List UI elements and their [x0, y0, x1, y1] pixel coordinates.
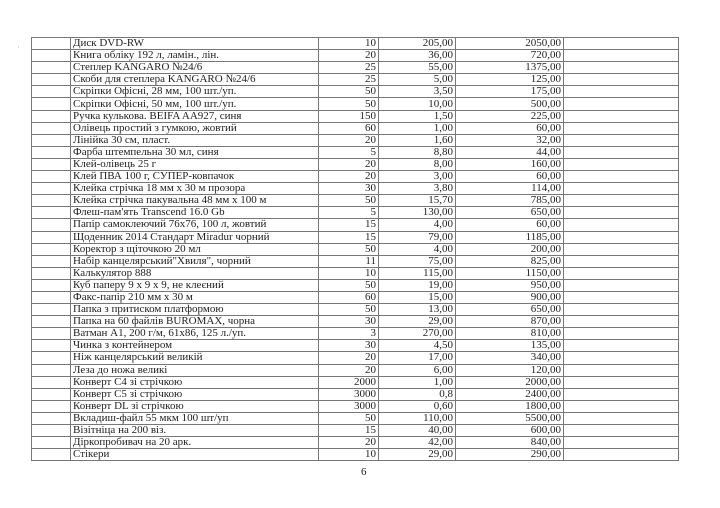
- price-cell: 1,00: [379, 376, 456, 388]
- quantity-cell: 15: [319, 425, 379, 437]
- price-cell: 42,00: [379, 437, 456, 449]
- price-cell: 205,00: [379, 38, 456, 50]
- empty-cell: [564, 316, 679, 328]
- index-cell: [32, 122, 71, 134]
- price-cell: 3,80: [379, 183, 456, 195]
- total-cell: 60,00: [456, 122, 564, 134]
- empty-cell: [564, 304, 679, 316]
- table-row: [32, 74, 679, 86]
- total-cell: 340,00: [456, 352, 564, 364]
- table-row: [32, 231, 679, 243]
- total-cell: 840,00: [456, 437, 564, 449]
- empty-cell: [564, 38, 679, 50]
- price-cell: 4,00: [379, 219, 456, 231]
- empty-cell: [564, 449, 679, 461]
- table-row: [32, 449, 679, 461]
- quantity-cell: 15: [319, 219, 379, 231]
- index-cell: [32, 38, 71, 50]
- name-cell: Ніж канцелярський великій: [71, 352, 319, 364]
- total-cell: 5500,00: [456, 412, 564, 424]
- table-row: [32, 376, 679, 388]
- total-cell: 1375,00: [456, 62, 564, 74]
- name-cell: Конверт С5 зі стрічкою: [71, 388, 319, 400]
- empty-cell: [564, 134, 679, 146]
- table-row: [32, 340, 679, 352]
- name-cell: Клейка стрічка 18 мм х 30 м прозора: [71, 183, 319, 195]
- index-cell: [32, 146, 71, 158]
- price-cell: 75,00: [379, 255, 456, 267]
- empty-cell: [564, 207, 679, 219]
- total-cell: 44,00: [456, 146, 564, 158]
- price-cell: 10,00: [379, 98, 456, 110]
- table-row: [32, 352, 679, 364]
- index-cell: [32, 110, 71, 122]
- index-cell: [32, 376, 71, 388]
- price-cell: 36,00: [379, 50, 456, 62]
- name-cell: Леза до ножа великі: [71, 364, 319, 376]
- index-cell: [32, 279, 71, 291]
- index-cell: [32, 207, 71, 219]
- name-cell: Папка з притиском платформою: [71, 304, 319, 316]
- name-cell: Диск DVD-RW: [71, 38, 319, 50]
- price-cell: 29,00: [379, 316, 456, 328]
- empty-cell: [564, 171, 679, 183]
- index-cell: [32, 388, 71, 400]
- total-cell: 135,00: [456, 340, 564, 352]
- quantity-cell: 50: [319, 243, 379, 255]
- empty-cell: [564, 412, 679, 424]
- table-row: [32, 291, 679, 303]
- name-cell: Клей-олівець 25 г: [71, 158, 319, 170]
- quantity-cell: 25: [319, 62, 379, 74]
- name-cell: Клейка стрічка пакувальна 48 мм х 100 м: [71, 195, 319, 207]
- table-row: [32, 38, 679, 50]
- index-cell: [32, 437, 71, 449]
- total-cell: 650,00: [456, 304, 564, 316]
- price-cell: 40,00: [379, 425, 456, 437]
- price-cell: 8,80: [379, 146, 456, 158]
- empty-cell: [564, 400, 679, 412]
- quantity-cell: 50: [319, 304, 379, 316]
- total-cell: 950,00: [456, 279, 564, 291]
- total-cell: 2400,00: [456, 388, 564, 400]
- name-cell: Олівець простий з гумкою, жовтий: [71, 122, 319, 134]
- empty-cell: [564, 231, 679, 243]
- index-cell: [32, 267, 71, 279]
- total-cell: 1800,00: [456, 400, 564, 412]
- table-row: [32, 412, 679, 424]
- quantity-cell: 3000: [319, 400, 379, 412]
- table-row: [32, 316, 679, 328]
- name-cell: Візітніца на 200 віз.: [71, 425, 319, 437]
- quantity-cell: 3: [319, 328, 379, 340]
- index-cell: [32, 74, 71, 86]
- price-cell: 1,00: [379, 122, 456, 134]
- quantity-cell: 25: [319, 74, 379, 86]
- index-cell: [32, 291, 71, 303]
- name-cell: Ватман А1, 200 г/м, 61х86, 125 л./уп.: [71, 328, 319, 340]
- quantity-cell: 20: [319, 171, 379, 183]
- total-cell: 290,00: [456, 449, 564, 461]
- index-cell: [32, 340, 71, 352]
- quantity-cell: 20: [319, 364, 379, 376]
- index-cell: [32, 231, 71, 243]
- empty-cell: [564, 50, 679, 62]
- price-cell: 4,50: [379, 340, 456, 352]
- empty-cell: [564, 98, 679, 110]
- table-row: [32, 219, 679, 231]
- index-cell: [32, 304, 71, 316]
- index-cell: [32, 316, 71, 328]
- quantity-cell: 2000: [319, 376, 379, 388]
- price-cell: 1,50: [379, 110, 456, 122]
- table-row: [32, 86, 679, 98]
- total-cell: 2050,00: [456, 38, 564, 50]
- name-cell: Папка на 60 файлів BUROMAX, чорна: [71, 316, 319, 328]
- scan-speck: ·: [17, 42, 20, 52]
- total-cell: 650,00: [456, 207, 564, 219]
- price-cell: 270,00: [379, 328, 456, 340]
- total-cell: 60,00: [456, 219, 564, 231]
- total-cell: 125,00: [456, 74, 564, 86]
- total-cell: 870,00: [456, 316, 564, 328]
- name-cell: Папір самоклеючий 76х76, 100 л, жовтий: [71, 219, 319, 231]
- page-number: 6: [361, 466, 367, 478]
- table-row: [32, 207, 679, 219]
- total-cell: 900,00: [456, 291, 564, 303]
- empty-cell: [564, 352, 679, 364]
- name-cell: Скріпки Офісні, 28 мм, 100 шт./уп.: [71, 86, 319, 98]
- quantity-cell: 50: [319, 412, 379, 424]
- price-cell: 1,60: [379, 134, 456, 146]
- table-row: [32, 158, 679, 170]
- table-row: [32, 50, 679, 62]
- price-cell: 110,00: [379, 412, 456, 424]
- name-cell: Щоденник 2014 Стандарт Miradur чорний: [71, 231, 319, 243]
- quantity-cell: 5: [319, 207, 379, 219]
- table-row: [32, 400, 679, 412]
- name-cell: Калькулятор 888: [71, 267, 319, 279]
- empty-cell: [564, 243, 679, 255]
- name-cell: Коректор з щіточкою 20 мл: [71, 243, 319, 255]
- empty-cell: [564, 158, 679, 170]
- table-row: [32, 243, 679, 255]
- index-cell: [32, 425, 71, 437]
- table-row: [32, 122, 679, 134]
- index-cell: [32, 171, 71, 183]
- name-cell: Скоби для степлера KANGARO №24/6: [71, 74, 319, 86]
- table-row: [32, 62, 679, 74]
- index-cell: [32, 352, 71, 364]
- total-cell: 120,00: [456, 364, 564, 376]
- price-cell: 17,00: [379, 352, 456, 364]
- quantity-cell: 50: [319, 195, 379, 207]
- total-cell: 1150,00: [456, 267, 564, 279]
- name-cell: Вкладиш-файл 55 мкм 100 шт/уп: [71, 412, 319, 424]
- empty-cell: [564, 437, 679, 449]
- name-cell: Чинка з контейнером: [71, 340, 319, 352]
- empty-cell: [564, 219, 679, 231]
- total-cell: 160,00: [456, 158, 564, 170]
- name-cell: Фарба штемпельна 30 мл, синя: [71, 146, 319, 158]
- index-cell: [32, 364, 71, 376]
- price-cell: 19,00: [379, 279, 456, 291]
- empty-cell: [564, 388, 679, 400]
- index-cell: [32, 183, 71, 195]
- table-row: [32, 437, 679, 449]
- quantity-cell: 60: [319, 291, 379, 303]
- empty-cell: [564, 74, 679, 86]
- total-cell: 720,00: [456, 50, 564, 62]
- price-cell: 3,00: [379, 171, 456, 183]
- table-row: [32, 267, 679, 279]
- table-row: [32, 134, 679, 146]
- table-row: [32, 279, 679, 291]
- name-cell: Набір канцелярський"Хвиля", чорний: [71, 255, 319, 267]
- name-cell: Куб паперу 9 х 9 х 9, не клеєний: [71, 279, 319, 291]
- price-cell: 55,00: [379, 62, 456, 74]
- index-cell: [32, 98, 71, 110]
- total-cell: 810,00: [456, 328, 564, 340]
- name-cell: Флеш-пам'ять Transcend 16.0 Gb: [71, 207, 319, 219]
- price-cell: 13,00: [379, 304, 456, 316]
- total-cell: 1185,00: [456, 231, 564, 243]
- empty-cell: [564, 279, 679, 291]
- price-cell: 4,00: [379, 243, 456, 255]
- index-cell: [32, 50, 71, 62]
- price-cell: 79,00: [379, 231, 456, 243]
- quantity-cell: 10: [319, 38, 379, 50]
- total-cell: 785,00: [456, 195, 564, 207]
- quantity-cell: 50: [319, 86, 379, 98]
- price-cell: 6,00: [379, 364, 456, 376]
- quantity-cell: 50: [319, 98, 379, 110]
- name-cell: Книга обліку 192 л, ламін., лін.: [71, 50, 319, 62]
- quantity-cell: 3000: [319, 388, 379, 400]
- price-cell: 0,8: [379, 388, 456, 400]
- quantity-cell: 60: [319, 122, 379, 134]
- empty-cell: [564, 267, 679, 279]
- index-cell: [32, 243, 71, 255]
- index-cell: [32, 449, 71, 461]
- index-cell: [32, 134, 71, 146]
- quantity-cell: 30: [319, 183, 379, 195]
- table-row: [32, 304, 679, 316]
- index-cell: [32, 400, 71, 412]
- total-cell: 500,00: [456, 98, 564, 110]
- quantity-cell: 30: [319, 340, 379, 352]
- empty-cell: [564, 340, 679, 352]
- quantity-cell: 20: [319, 134, 379, 146]
- empty-cell: [564, 376, 679, 388]
- price-cell: 8,00: [379, 158, 456, 170]
- empty-cell: [564, 146, 679, 158]
- price-cell: 115,00: [379, 267, 456, 279]
- table-row: [32, 195, 679, 207]
- empty-cell: [564, 364, 679, 376]
- index-cell: [32, 62, 71, 74]
- total-cell: 2000,00: [456, 376, 564, 388]
- table-row: [32, 183, 679, 195]
- quantity-cell: 20: [319, 352, 379, 364]
- table-row: [32, 255, 679, 267]
- empty-cell: [564, 425, 679, 437]
- quantity-cell: 10: [319, 449, 379, 461]
- quantity-cell: 15: [319, 231, 379, 243]
- price-cell: 0,60: [379, 400, 456, 412]
- total-cell: 114,00: [456, 183, 564, 195]
- index-cell: [32, 412, 71, 424]
- empty-cell: [564, 62, 679, 74]
- price-cell: 15,70: [379, 195, 456, 207]
- table-row: [32, 110, 679, 122]
- name-cell: Конверт DL зі стрічкою: [71, 400, 319, 412]
- total-cell: 200,00: [456, 243, 564, 255]
- quantity-cell: 20: [319, 50, 379, 62]
- name-cell: Факс-папір 210 мм х 30 м: [71, 291, 319, 303]
- index-cell: [32, 158, 71, 170]
- name-cell: Діркопробивач на 20 арк.: [71, 437, 319, 449]
- empty-cell: [564, 328, 679, 340]
- name-cell: Конверт С4 зі стрічкою: [71, 376, 319, 388]
- index-cell: [32, 328, 71, 340]
- quantity-cell: 30: [319, 316, 379, 328]
- index-cell: [32, 219, 71, 231]
- empty-cell: [564, 291, 679, 303]
- name-cell: Лінійка 30 см, пласт.: [71, 134, 319, 146]
- index-cell: [32, 86, 71, 98]
- quantity-cell: 5: [319, 146, 379, 158]
- quantity-cell: 11: [319, 255, 379, 267]
- name-cell: Ручка кулькова. BEIFA AA927, синя: [71, 110, 319, 122]
- total-cell: 825,00: [456, 255, 564, 267]
- total-cell: 600,00: [456, 425, 564, 437]
- total-cell: 60,00: [456, 171, 564, 183]
- empty-cell: [564, 122, 679, 134]
- name-cell: Степлер KANGARO №24/6: [71, 62, 319, 74]
- table-row: [32, 364, 679, 376]
- total-cell: 175,00: [456, 86, 564, 98]
- quantity-cell: 10: [319, 267, 379, 279]
- quantity-cell: 150: [319, 110, 379, 122]
- table-row: [32, 98, 679, 110]
- empty-cell: [564, 110, 679, 122]
- table-row: [32, 146, 679, 158]
- items-table: [31, 37, 679, 461]
- index-cell: [32, 255, 71, 267]
- empty-cell: [564, 86, 679, 98]
- empty-cell: [564, 255, 679, 267]
- empty-cell: [564, 183, 679, 195]
- table-row: [32, 328, 679, 340]
- name-cell: Стікери: [71, 449, 319, 461]
- quantity-cell: 20: [319, 437, 379, 449]
- price-cell: 3,50: [379, 86, 456, 98]
- name-cell: Скріпки Офісні, 50 мм, 100 шт./уп.: [71, 98, 319, 110]
- price-cell: 130,00: [379, 207, 456, 219]
- price-cell: 5,00: [379, 74, 456, 86]
- table-row: [32, 388, 679, 400]
- price-cell: 29,00: [379, 449, 456, 461]
- empty-cell: [564, 195, 679, 207]
- table-row: [32, 425, 679, 437]
- quantity-cell: 50: [319, 279, 379, 291]
- index-cell: [32, 195, 71, 207]
- total-cell: 32,00: [456, 134, 564, 146]
- price-cell: 15,00: [379, 291, 456, 303]
- quantity-cell: 20: [319, 158, 379, 170]
- total-cell: 225,00: [456, 110, 564, 122]
- name-cell: Клей ПВА 100 г, СУПЕР-ковпачок: [71, 171, 319, 183]
- table-row: [32, 171, 679, 183]
